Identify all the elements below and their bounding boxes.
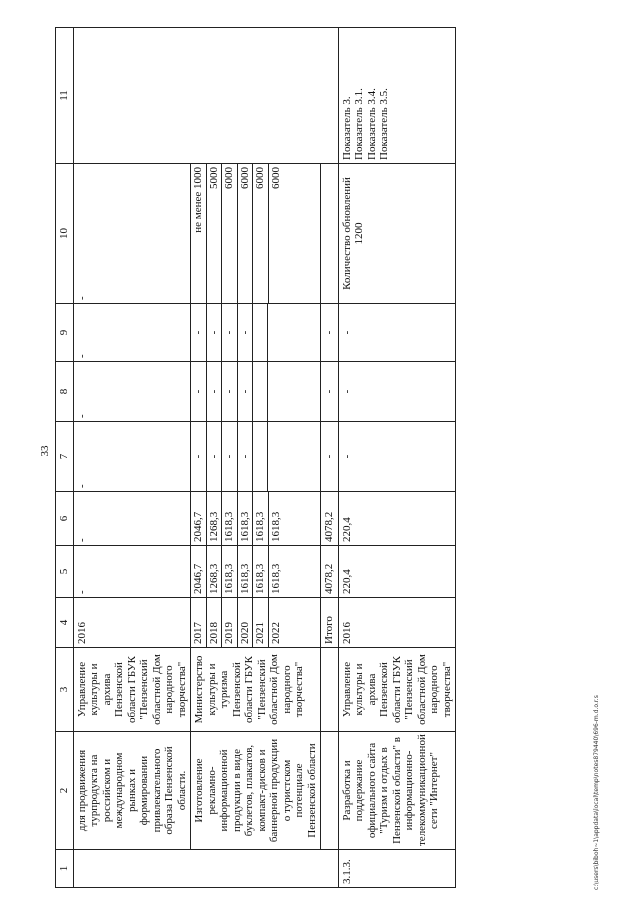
cell-number: 3.1.3. bbox=[338, 850, 456, 888]
year-item: 2022 bbox=[269, 622, 282, 644]
other-list bbox=[191, 304, 282, 361]
federal-item: - bbox=[222, 422, 238, 491]
indicator-item: 6000 bbox=[237, 164, 253, 303]
cell-other: - bbox=[73, 304, 191, 362]
indicator-value: 1200 bbox=[353, 222, 365, 245]
local-item bbox=[253, 362, 268, 421]
other-item bbox=[253, 304, 268, 361]
cell-federals bbox=[191, 422, 321, 492]
cell-empty bbox=[321, 732, 339, 850]
cell-indicator-refs bbox=[338, 28, 456, 164]
total-item: 1618,3 bbox=[222, 546, 238, 597]
col-header-1: 1 bbox=[56, 850, 74, 888]
indicator-list bbox=[191, 164, 283, 303]
program-table bbox=[55, 27, 456, 888]
cell-empty bbox=[73, 28, 338, 164]
cell-other: - bbox=[338, 304, 456, 362]
total-item: 1268,3 bbox=[206, 546, 222, 597]
cell-regional: 220,4 bbox=[338, 492, 456, 546]
cell-executor: Управление культуры и архива Пензенской области ГБУК "Пензенский областной Дом народного творчества" bbox=[338, 648, 456, 732]
totals-list bbox=[191, 546, 283, 597]
regional-item: 1618,3 bbox=[269, 511, 282, 542]
other-item bbox=[268, 304, 283, 361]
local-item bbox=[268, 362, 283, 421]
rotated-table-container bbox=[55, 28, 595, 888]
cell-year: 2016 bbox=[73, 598, 191, 648]
other-item: - bbox=[206, 304, 222, 361]
year-item: 2018 bbox=[206, 598, 222, 647]
col-header-10: 10 bbox=[56, 164, 74, 304]
other-item: - bbox=[191, 304, 206, 361]
cell-description: для продвижения турпродукта на российском и международном рынках и формировании привлекательного образа Пензенской области. bbox=[73, 732, 191, 850]
local-item: - bbox=[191, 362, 206, 421]
cell-other: - bbox=[321, 304, 339, 362]
cell-locals bbox=[191, 362, 321, 422]
local-list bbox=[191, 362, 282, 421]
cell-executor: Управление культуры и архива Пензенской области ГБУК "Пензенский областной Дом народного творчества" bbox=[73, 648, 191, 732]
federal-item bbox=[253, 422, 268, 491]
total-item: 2046,7 bbox=[191, 546, 206, 597]
regional-item: 2046,7 bbox=[191, 492, 206, 545]
cell-federal: - bbox=[321, 422, 339, 492]
cell-years bbox=[191, 598, 321, 648]
federal-item bbox=[268, 422, 283, 491]
cell-regional: - bbox=[73, 492, 191, 546]
cell-total: 4078,2 bbox=[321, 546, 339, 598]
cell-total: - bbox=[73, 546, 191, 598]
cell-indicators bbox=[191, 164, 321, 304]
header-row bbox=[56, 28, 74, 888]
col-header-3: 3 bbox=[56, 648, 74, 732]
regional-item: 1618,3 bbox=[237, 492, 253, 545]
federal-item: - bbox=[206, 422, 222, 491]
federal-list bbox=[191, 422, 282, 491]
indicator-item: не менее 1000 bbox=[191, 164, 206, 303]
cell-description: Разработка и поддержание официального сайта "Туризм и отдых в Пензенской области" в информационно-телекоммуникационной сети "Интернет" bbox=[338, 732, 456, 850]
cell-year: 2016 bbox=[338, 598, 456, 648]
years-list bbox=[191, 598, 283, 647]
col-header-5: 5 bbox=[56, 546, 74, 598]
cell-empty bbox=[73, 850, 338, 888]
cell-local: - bbox=[338, 362, 456, 422]
other-item: - bbox=[222, 304, 238, 361]
regional-item: 1618,3 bbox=[253, 492, 269, 545]
cell-totals bbox=[191, 546, 321, 598]
total-item: 1618,3 bbox=[253, 546, 269, 597]
indicator-item: 5000 bbox=[206, 164, 222, 303]
file-path-footer: c:\users\biboh~1\appdata\local\temp\notes879440\696-m.d.o.r.s bbox=[593, 695, 600, 890]
indicator-ref: Показатель 3.1. bbox=[353, 88, 365, 160]
local-item: - bbox=[222, 362, 238, 421]
regional-item: 1268,3 bbox=[206, 492, 222, 545]
indicator-ref: Показатель 3. bbox=[340, 96, 353, 160]
regional-list bbox=[191, 492, 283, 545]
regional-item: 1618,3 bbox=[222, 492, 238, 545]
cell-federal: - bbox=[73, 422, 191, 492]
indicator-label: Количество обновлений bbox=[340, 177, 353, 290]
col-header-11: 11 bbox=[56, 28, 74, 164]
col-header-9: 9 bbox=[56, 304, 74, 362]
cell-empty bbox=[321, 648, 339, 732]
table-row bbox=[338, 28, 456, 888]
cell-total: 220,4 bbox=[338, 546, 456, 598]
cell-description: Изготовление рекламно-информационной продукции в виде буклетов, плакатов, компакт-дисков и баннерной продукции о туристском потенциале Пензенской области bbox=[191, 732, 321, 850]
indicator-ref: Показатель 3.5. bbox=[378, 88, 390, 160]
col-header-6: 6 bbox=[56, 492, 74, 546]
cell-local: - bbox=[73, 362, 191, 422]
col-header-4: 4 bbox=[56, 598, 74, 648]
col-header-7: 7 bbox=[56, 422, 74, 492]
cell-total-label: Итого bbox=[321, 598, 339, 648]
col-header-2: 2 bbox=[56, 732, 74, 850]
local-item: - bbox=[206, 362, 222, 421]
other-item: - bbox=[237, 304, 253, 361]
cell-empty bbox=[321, 164, 339, 304]
local-item: - bbox=[237, 362, 253, 421]
indicator-item: 6000 bbox=[222, 164, 238, 303]
year-item: 2019 bbox=[222, 598, 238, 647]
federal-item: - bbox=[191, 422, 206, 491]
page-number: 33 bbox=[39, 445, 51, 457]
cell-local: - bbox=[321, 362, 339, 422]
cell-regionals bbox=[191, 492, 321, 546]
cell-indicator bbox=[338, 164, 456, 304]
cell-others bbox=[191, 304, 321, 362]
cell-regional: 4078,2 bbox=[321, 492, 339, 546]
indicator-item: 6000 bbox=[269, 167, 282, 189]
cell-executor: Министерство культуры и туризма Пензенской области ГБУК "Пензенский областной Дом народного творчества" bbox=[191, 648, 321, 732]
year-item: 2021 bbox=[253, 598, 269, 647]
year-item: 2020 bbox=[237, 598, 253, 647]
total-item: 1618,3 bbox=[269, 563, 282, 594]
year-item: 2017 bbox=[191, 598, 206, 647]
total-item: 1618,3 bbox=[237, 546, 253, 597]
indicator-ref: Показатель 3.4. bbox=[365, 88, 378, 160]
cell-federal: - bbox=[338, 422, 456, 492]
table-row bbox=[73, 28, 191, 888]
col-header-8: 8 bbox=[56, 362, 74, 422]
federal-item: - bbox=[237, 422, 253, 491]
indicator-item: 6000 bbox=[253, 164, 269, 303]
cell-indicator: - bbox=[73, 164, 191, 304]
